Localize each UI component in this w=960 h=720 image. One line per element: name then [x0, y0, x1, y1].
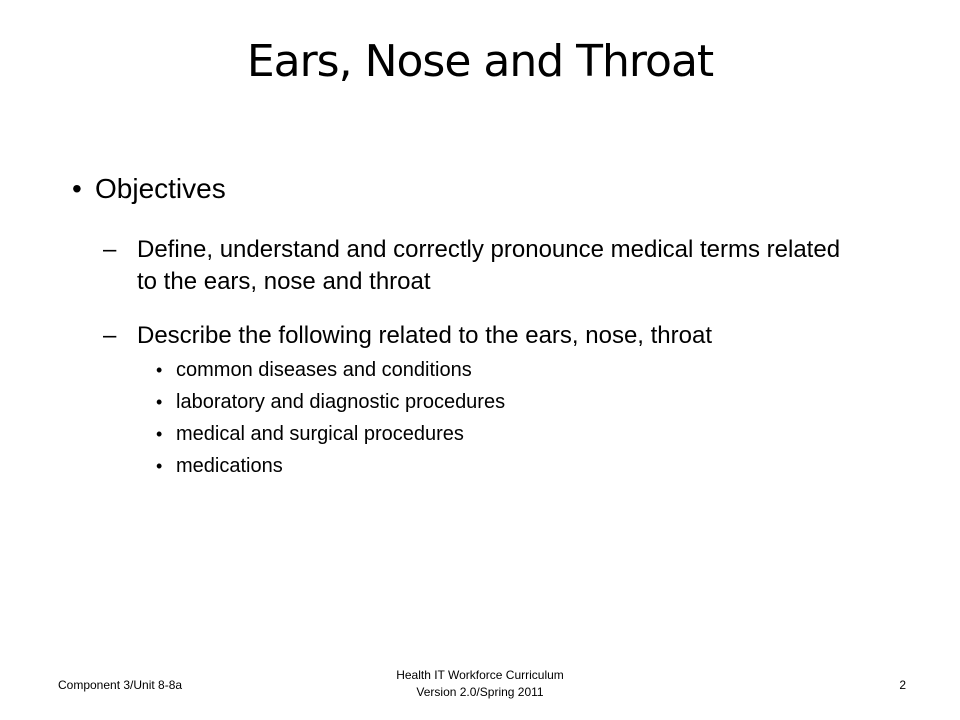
- page-number: 2: [899, 678, 906, 692]
- subitem-text: laboratory and diagnostic procedures: [176, 391, 506, 413]
- footer-curriculum: [330, 667, 630, 701]
- list-item: [156, 354, 912, 386]
- subitem-text: medical and surgical procedures: [176, 423, 464, 445]
- bullet-marker: •: [156, 456, 163, 476]
- dash-marker: –: [103, 322, 117, 349]
- bullet-marker: •: [156, 360, 163, 380]
- bullet-marker: •: [156, 424, 163, 444]
- objective-item-describe: [103, 320, 912, 352]
- list-item: [156, 450, 912, 482]
- subitem-text: medications: [176, 455, 283, 477]
- footer-component-label: Component 3/Unit 8-8a: [58, 678, 183, 692]
- slide-title: Ears, Nose and Throat: [246, 36, 714, 87]
- footer-curriculum-version: Version 2.0/Spring 2011: [416, 685, 544, 699]
- list-item: [156, 386, 912, 418]
- objectives-bullet: [72, 164, 912, 214]
- describe-subitems-list: [72, 354, 912, 482]
- footer-curriculum-title: Health IT Workforce Curriculum: [396, 668, 564, 682]
- slide-body: [72, 164, 912, 482]
- objective-text: Define, understand and correctly pronounce medical terms related to the ears, nose and throat: [137, 236, 841, 295]
- dash-marker: –: [103, 236, 117, 263]
- list-item: [156, 418, 912, 450]
- bullet-marker: •: [72, 173, 82, 204]
- objectives-heading: Objectives: [95, 173, 226, 204]
- bullet-marker: •: [156, 392, 163, 412]
- objective-item-define: [103, 234, 912, 298]
- objective-text: Describe the following related to the ears, nose, throat: [137, 322, 712, 349]
- subitem-text: common diseases and conditions: [176, 359, 472, 381]
